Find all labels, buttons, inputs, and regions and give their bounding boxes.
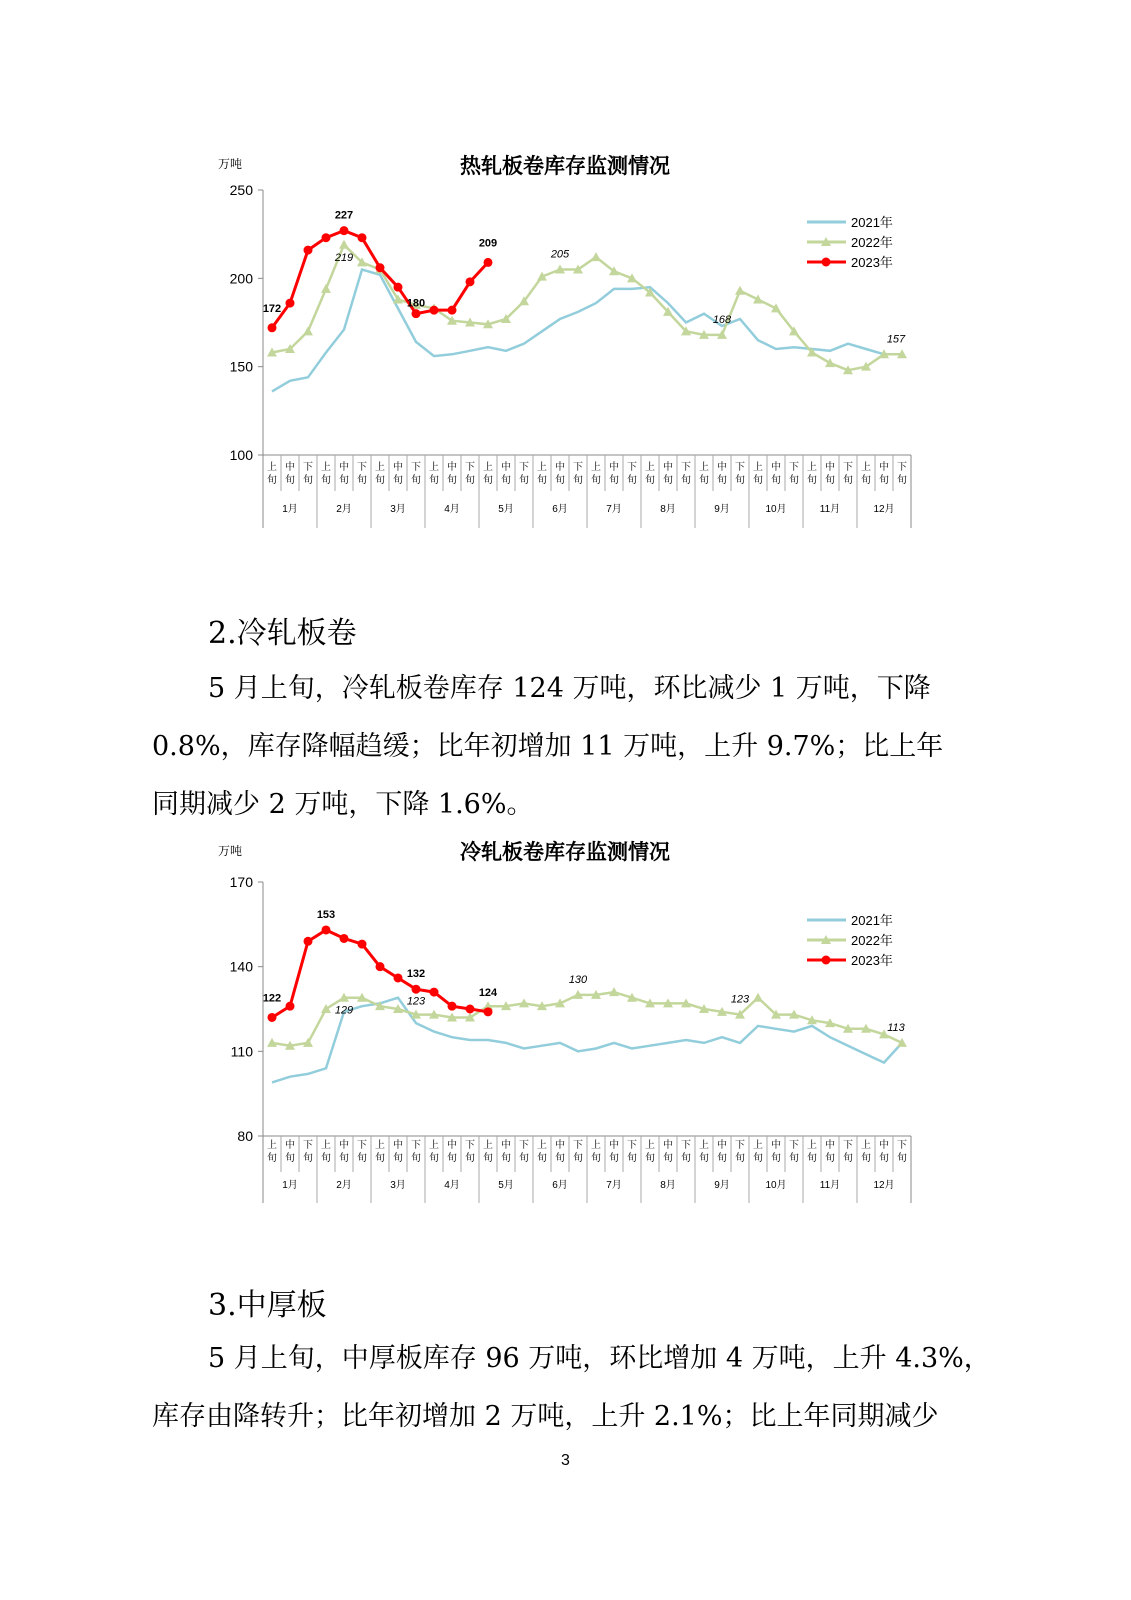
x-tick-label-bottom: 旬 xyxy=(843,1153,853,1164)
legend-label: 2022年 xyxy=(851,933,893,948)
x-tick-label-top: 中 xyxy=(825,462,835,473)
x-tick-label-bottom: 旬 xyxy=(303,1153,313,1164)
x-tick-label-bottom: 旬 xyxy=(555,1153,565,1164)
data-point xyxy=(304,937,313,946)
x-tick-label-top: 下 xyxy=(573,462,583,473)
x-tick-label-bottom: 旬 xyxy=(645,1153,655,1164)
data-point xyxy=(430,306,439,315)
data-point xyxy=(412,309,421,318)
x-tick-label-top: 上 xyxy=(591,1140,601,1151)
x-tick-label-top: 上 xyxy=(537,462,547,473)
x-tick-label-top: 中 xyxy=(285,1140,295,1151)
month-label: 6月 xyxy=(552,1180,568,1191)
x-tick-label-bottom: 旬 xyxy=(825,475,835,486)
x-tick-label-top: 上 xyxy=(375,462,385,473)
x-tick-label-bottom: 旬 xyxy=(861,1153,871,1164)
x-tick-label-bottom: 旬 xyxy=(465,1153,475,1164)
series-line-2021年 xyxy=(272,270,902,392)
x-tick-label-bottom: 旬 xyxy=(303,475,313,486)
x-tick-label-bottom: 旬 xyxy=(429,1153,439,1164)
data-point xyxy=(358,233,367,242)
data-point xyxy=(286,1002,295,1011)
x-tick-label-top: 下 xyxy=(789,462,799,473)
data-point xyxy=(286,299,295,308)
month-label: 4月 xyxy=(444,1180,460,1191)
x-tick-label-bottom: 旬 xyxy=(753,1153,763,1164)
x-tick-label-bottom: 旬 xyxy=(609,1153,619,1164)
x-tick-label-bottom: 旬 xyxy=(807,1153,817,1164)
data-label: 180 xyxy=(406,297,426,310)
x-tick-label-top: 中 xyxy=(717,1140,727,1151)
data-label: 205 xyxy=(550,248,570,261)
x-tick-label-bottom: 旬 xyxy=(393,1153,403,1164)
x-tick-label-bottom: 旬 xyxy=(735,475,745,486)
data-point xyxy=(430,988,439,997)
month-label: 7月 xyxy=(606,1180,622,1191)
x-tick-label-bottom: 旬 xyxy=(699,475,709,486)
x-tick-label-top: 上 xyxy=(591,462,601,473)
data-point xyxy=(466,1005,475,1014)
x-tick-label-bottom: 旬 xyxy=(789,475,799,486)
x-tick-label-bottom: 旬 xyxy=(753,475,763,486)
y-tick-label: 250 xyxy=(229,182,253,198)
month-label: 6月 xyxy=(552,504,568,515)
x-tick-label-top: 下 xyxy=(519,462,529,473)
data-point xyxy=(322,233,331,242)
data-label: 130 xyxy=(568,973,588,986)
y-tick-label: 110 xyxy=(230,1043,253,1060)
x-tick-label-top: 上 xyxy=(645,1140,655,1151)
x-tick-label-bottom: 旬 xyxy=(375,475,385,486)
x-tick-label-bottom: 旬 xyxy=(825,1153,835,1164)
data-point xyxy=(448,306,457,315)
data-point xyxy=(304,246,313,255)
y-tick-label: 200 xyxy=(229,270,253,287)
month-label: 5月 xyxy=(498,1180,514,1191)
page-number: 3 xyxy=(561,1452,570,1469)
data-label: 172 xyxy=(262,302,282,315)
x-tick-label-top: 下 xyxy=(735,462,745,473)
x-tick-label-bottom: 旬 xyxy=(357,1153,367,1164)
x-tick-label-top: 上 xyxy=(267,1140,277,1151)
y-tick-label: 100 xyxy=(229,447,253,463)
x-tick-label-bottom: 旬 xyxy=(681,1153,691,1164)
data-label: 157 xyxy=(886,333,906,346)
x-tick-label-bottom: 旬 xyxy=(501,475,511,486)
data-label: 209 xyxy=(478,237,498,250)
medium-plate-line-1: 5 月上旬，中厚板库存 96 万吨，环比增加 4 万吨，上升 4.3%， xyxy=(208,1343,991,1374)
x-tick-label-top: 下 xyxy=(627,1140,637,1151)
month-label: 5月 xyxy=(498,504,514,515)
legend-label: 2022年 xyxy=(851,235,893,250)
data-label: 123 xyxy=(406,995,426,1008)
x-tick-label-bottom: 旬 xyxy=(321,1153,331,1164)
x-tick-label-bottom: 旬 xyxy=(879,475,889,486)
month-label: 2月 xyxy=(336,504,352,515)
data-label: 168 xyxy=(712,313,732,326)
x-tick-label-top: 上 xyxy=(537,1140,547,1151)
legend-label: 2023年 xyxy=(851,953,893,968)
cold-rolled-line-1: 5 月上旬，冷轧板卷库存 124 万吨，环比减少 1 万吨，下降 xyxy=(208,673,931,704)
x-tick-label-top: 下 xyxy=(357,462,367,473)
x-tick-label-bottom: 旬 xyxy=(609,475,619,486)
x-tick-label-top: 上 xyxy=(699,462,709,473)
data-point xyxy=(268,1013,277,1022)
cold-rolled-chart xyxy=(0,830,1131,1224)
x-tick-label-bottom: 旬 xyxy=(681,475,691,486)
x-tick-label-top: 上 xyxy=(807,462,817,473)
legend-label: 2023年 xyxy=(851,255,893,270)
medium-plate-paragraph xyxy=(152,1330,1002,1446)
x-tick-label-top: 下 xyxy=(897,462,907,473)
x-tick-label-top: 下 xyxy=(681,1140,691,1151)
x-tick-label-bottom: 旬 xyxy=(267,1153,277,1164)
x-tick-label-top: 下 xyxy=(897,1140,907,1151)
x-tick-label-top: 中 xyxy=(339,1140,349,1151)
data-point xyxy=(466,277,475,286)
x-tick-label-top: 上 xyxy=(861,1140,871,1151)
x-tick-label-top: 下 xyxy=(357,1140,367,1151)
data-label: 113 xyxy=(887,1021,905,1034)
x-tick-label-bottom: 旬 xyxy=(789,1153,799,1164)
y-tick-label: 80 xyxy=(237,1128,253,1144)
legend-marker xyxy=(822,956,831,965)
x-tick-label-top: 上 xyxy=(483,462,493,473)
x-tick-label-top: 上 xyxy=(483,1140,493,1151)
x-tick-label-bottom: 旬 xyxy=(897,1153,907,1164)
x-tick-label-top: 中 xyxy=(555,1140,565,1151)
y-tick-label: 170 xyxy=(229,874,253,890)
x-tick-label-bottom: 旬 xyxy=(807,475,817,486)
x-tick-label-top: 下 xyxy=(519,1140,529,1151)
data-point xyxy=(340,226,349,235)
x-tick-label-bottom: 旬 xyxy=(465,475,475,486)
x-tick-label-bottom: 旬 xyxy=(501,1153,511,1164)
x-tick-label-top: 上 xyxy=(429,1140,439,1151)
x-tick-label-bottom: 旬 xyxy=(267,475,277,486)
x-tick-label-top: 中 xyxy=(717,462,727,473)
x-tick-label-top: 中 xyxy=(339,462,349,473)
x-tick-label-top: 下 xyxy=(411,462,421,473)
x-tick-label-top: 中 xyxy=(447,1140,457,1151)
series-line-2022年 xyxy=(272,992,902,1046)
x-tick-label-bottom: 旬 xyxy=(591,1153,601,1164)
x-tick-label-bottom: 旬 xyxy=(339,1153,349,1164)
x-tick-label-top: 中 xyxy=(501,1140,511,1151)
data-point xyxy=(448,1002,457,1011)
section-heading-medium-plate: 3.中厚板 xyxy=(208,1288,327,1323)
hot-rolled-chart-svg xyxy=(0,140,1131,540)
chart-title: 热轧板卷库存监测情况 xyxy=(460,155,670,178)
x-tick-label-bottom: 旬 xyxy=(339,475,349,486)
data-label: 123 xyxy=(730,993,750,1006)
x-tick-label-bottom: 旬 xyxy=(411,1153,421,1164)
x-tick-label-top: 下 xyxy=(303,1140,313,1151)
x-tick-label-bottom: 旬 xyxy=(717,1153,727,1164)
x-tick-label-top: 上 xyxy=(861,462,871,473)
x-tick-label-bottom: 旬 xyxy=(555,475,565,486)
data-label: 219 xyxy=(334,251,354,264)
x-tick-label-top: 下 xyxy=(411,1140,421,1151)
month-label: 8月 xyxy=(660,1180,676,1191)
data-point xyxy=(376,263,385,272)
data-point xyxy=(339,240,349,249)
y-axis-unit: 万吨 xyxy=(218,844,243,858)
data-point xyxy=(303,326,313,335)
x-tick-label-bottom: 旬 xyxy=(483,1153,493,1164)
x-tick-label-bottom: 旬 xyxy=(735,1153,745,1164)
data-point xyxy=(591,252,601,261)
data-label: 153 xyxy=(316,908,336,921)
x-tick-label-top: 下 xyxy=(843,462,853,473)
x-tick-label-top: 中 xyxy=(393,462,403,473)
x-tick-label-bottom: 旬 xyxy=(375,1153,385,1164)
x-tick-label-bottom: 旬 xyxy=(537,475,547,486)
x-tick-label-bottom: 旬 xyxy=(411,475,421,486)
data-label: 129 xyxy=(334,1004,354,1017)
data-point xyxy=(394,283,403,292)
x-tick-label-bottom: 旬 xyxy=(627,475,637,486)
x-tick-label-top: 上 xyxy=(267,462,277,473)
x-tick-label-bottom: 旬 xyxy=(573,1153,583,1164)
cold-rolled-paragraph xyxy=(152,660,1002,834)
x-tick-label-top: 上 xyxy=(699,1140,709,1151)
x-tick-label-bottom: 旬 xyxy=(447,475,457,486)
x-tick-label-top: 上 xyxy=(645,462,655,473)
x-tick-label-top: 中 xyxy=(285,462,295,473)
x-tick-label-bottom: 旬 xyxy=(285,1153,295,1164)
month-label: 12月 xyxy=(873,1180,895,1191)
month-label: 12月 xyxy=(873,504,895,515)
x-tick-label-top: 中 xyxy=(879,1140,889,1151)
cold-rolled-line-2: 0.8%，库存降幅趋缓；比年初增加 11 万吨，上升 9.7%；比上年 xyxy=(152,731,944,762)
data-point xyxy=(735,286,745,295)
x-tick-label-bottom: 旬 xyxy=(897,475,907,486)
x-tick-label-top: 下 xyxy=(843,1140,853,1151)
data-label: 124 xyxy=(478,986,498,999)
data-point xyxy=(340,934,349,943)
x-tick-label-top: 中 xyxy=(609,462,619,473)
cold-rolled-line-3: 同期减少 2 万吨，下降 1.6%。 xyxy=(152,789,534,820)
month-label: 2月 xyxy=(336,1180,352,1191)
data-point xyxy=(484,1007,493,1016)
month-label: 8月 xyxy=(660,504,676,515)
month-label: 1月 xyxy=(282,1180,298,1191)
legend-label: 2021年 xyxy=(851,913,893,928)
section-heading-cold-rolled: 2.冷轧板卷 xyxy=(208,616,357,651)
x-tick-label-top: 中 xyxy=(393,1140,403,1151)
data-point xyxy=(753,993,763,1002)
x-tick-label-bottom: 旬 xyxy=(627,1153,637,1164)
x-tick-label-bottom: 旬 xyxy=(645,475,655,486)
x-tick-label-bottom: 旬 xyxy=(285,475,295,486)
month-label: 1月 xyxy=(282,504,298,515)
x-tick-label-bottom: 旬 xyxy=(591,475,601,486)
data-point xyxy=(484,258,493,267)
chart-title: 冷轧板卷库存监测情况 xyxy=(460,841,670,864)
hot-rolled-chart xyxy=(0,140,1131,544)
x-tick-label-top: 中 xyxy=(825,1140,835,1151)
data-point xyxy=(322,925,331,934)
legend-label: 2021年 xyxy=(851,215,893,230)
data-point xyxy=(394,973,403,982)
x-tick-label-top: 下 xyxy=(627,462,637,473)
x-tick-label-bottom: 旬 xyxy=(663,475,673,486)
data-label: 227 xyxy=(334,209,354,222)
y-tick-label: 150 xyxy=(229,358,253,375)
data-label: 122 xyxy=(262,992,282,1005)
y-axis-unit: 万吨 xyxy=(218,157,243,171)
x-tick-label-top: 上 xyxy=(429,462,439,473)
x-tick-label-top: 下 xyxy=(735,1140,745,1151)
x-tick-label-top: 中 xyxy=(663,462,673,473)
x-tick-label-bottom: 旬 xyxy=(483,475,493,486)
x-tick-label-bottom: 旬 xyxy=(357,475,367,486)
x-tick-label-bottom: 旬 xyxy=(771,475,781,486)
month-label: 11月 xyxy=(819,1180,841,1191)
data-label: 132 xyxy=(406,968,426,981)
x-tick-label-top: 中 xyxy=(771,462,781,473)
x-tick-label-bottom: 旬 xyxy=(429,475,439,486)
x-tick-label-top: 下 xyxy=(681,462,691,473)
x-tick-label-top: 中 xyxy=(879,462,889,473)
x-tick-label-top: 下 xyxy=(573,1140,583,1151)
month-label: 7月 xyxy=(606,504,622,515)
x-tick-label-top: 中 xyxy=(609,1140,619,1151)
x-tick-label-top: 上 xyxy=(321,462,331,473)
x-tick-label-top: 下 xyxy=(303,462,313,473)
x-tick-label-bottom: 旬 xyxy=(573,475,583,486)
x-tick-label-bottom: 旬 xyxy=(861,475,871,486)
data-point xyxy=(321,284,331,293)
x-tick-label-top: 中 xyxy=(447,462,457,473)
x-tick-label-bottom: 旬 xyxy=(447,1153,457,1164)
series-line-2021年 xyxy=(272,995,902,1083)
x-tick-label-top: 中 xyxy=(663,1140,673,1151)
x-tick-label-top: 上 xyxy=(321,1140,331,1151)
x-tick-label-bottom: 旬 xyxy=(771,1153,781,1164)
x-tick-label-bottom: 旬 xyxy=(879,1153,889,1164)
medium-plate-line-2: 库存由降转升；比年初增加 2 万吨，上升 2.1%；比上年同期减少 xyxy=(152,1401,939,1432)
x-tick-label-bottom: 旬 xyxy=(717,475,727,486)
x-tick-label-bottom: 旬 xyxy=(537,1153,547,1164)
data-point xyxy=(825,358,835,367)
x-tick-label-bottom: 旬 xyxy=(843,475,853,486)
x-tick-label-bottom: 旬 xyxy=(663,1153,673,1164)
month-label: 11月 xyxy=(819,504,841,515)
month-label: 9月 xyxy=(714,1180,730,1191)
x-tick-label-top: 中 xyxy=(771,1140,781,1151)
x-tick-label-top: 上 xyxy=(753,462,763,473)
x-tick-label-top: 下 xyxy=(789,1140,799,1151)
month-label: 10月 xyxy=(765,504,787,515)
y-tick-label: 140 xyxy=(229,958,253,975)
legend-marker xyxy=(822,258,831,267)
month-label: 4月 xyxy=(444,504,460,515)
month-label: 3月 xyxy=(390,1180,406,1191)
x-tick-label-bottom: 旬 xyxy=(519,1153,529,1164)
x-tick-label-top: 上 xyxy=(375,1140,385,1151)
series-line-2023年 xyxy=(272,231,488,328)
data-point xyxy=(268,323,277,332)
data-point xyxy=(358,940,367,949)
x-tick-label-bottom: 旬 xyxy=(321,475,331,486)
x-tick-label-top: 上 xyxy=(807,1140,817,1151)
month-label: 9月 xyxy=(714,504,730,515)
x-tick-label-top: 上 xyxy=(753,1140,763,1151)
month-label: 3月 xyxy=(390,504,406,515)
x-tick-label-top: 中 xyxy=(501,462,511,473)
x-tick-label-top: 下 xyxy=(465,1140,475,1151)
x-tick-label-bottom: 旬 xyxy=(393,475,403,486)
cold-rolled-chart-svg xyxy=(0,830,1131,1220)
month-label: 10月 xyxy=(765,1180,787,1191)
data-point xyxy=(376,962,385,971)
x-tick-label-bottom: 旬 xyxy=(519,475,529,486)
x-tick-label-top: 下 xyxy=(465,462,475,473)
data-point xyxy=(412,985,421,994)
x-tick-label-bottom: 旬 xyxy=(699,1153,709,1164)
x-tick-label-top: 中 xyxy=(555,462,565,473)
